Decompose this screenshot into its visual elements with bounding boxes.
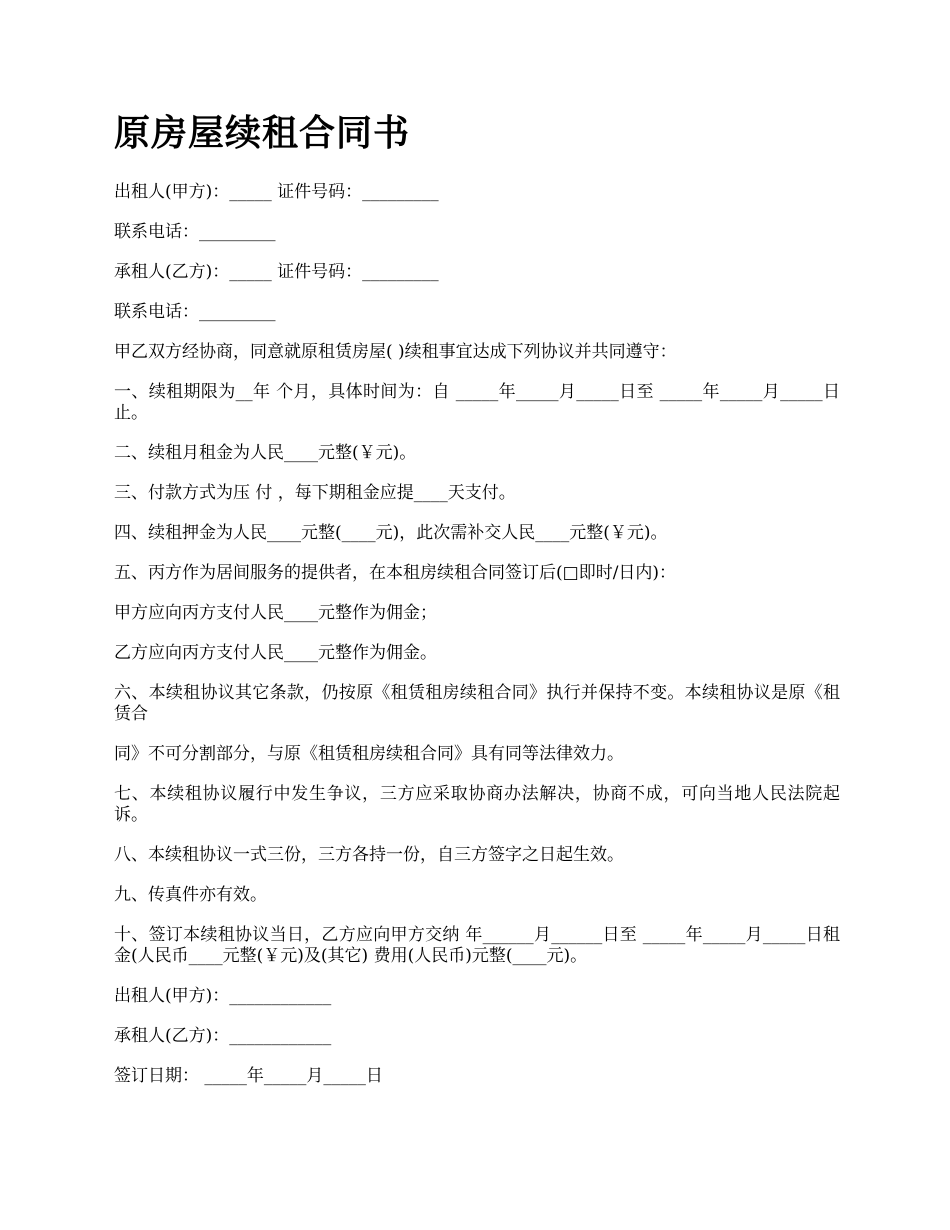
clause-6-other-terms: 六、本续租协议其它条款，仍按原《租赁租房续租合同》执行并保持不变。本续租协议是原《租赁合 [114, 683, 840, 724]
document-title: 原房屋续租合同书 [114, 112, 411, 154]
signing-date-line: 签订日期： _____年_____月_____日 [114, 1066, 383, 1086]
clause-6-continuation: 同》不可分割部分，与原《租赁租房续租合同》具有同等法律效力。 [114, 744, 624, 764]
clause-5-agent: 五、丙方作为居间服务的提供者，在本租房续租合同签订后(□即时/日内)： [114, 563, 677, 583]
clause-10-payment-on-signing: 十、签订本续租协议当日，乙方应向甲方交纳 年______月______日至 _____年_____月_____日租金(人民币____元整(￥元)及(其它) 费用(人民币)元整(____元)。 [114, 925, 840, 966]
clause-7-dispute: 七、本续租协议履行中发生争议，三方应采取协商办法解决，协商不成，可向当地人民法院起诉。 [114, 784, 840, 825]
lessee-phone-line: 联系电话：_________ [114, 302, 276, 322]
clause-9-fax: 九、传真件亦有效。 [114, 885, 267, 905]
lessee-line: 承租人(乙方)：_____ 证件号码：_________ [114, 262, 439, 282]
lessee-signature-line: 承租人(乙方)：____________ [114, 1026, 332, 1046]
clause-1-term: 一、续租期限为__年 个月，具体时间为：自 _____年_____月_____日至 _____年_____月_____日止。 [114, 382, 840, 423]
clause-4-deposit: 四、续租押金为人民____元整(____元)，此次需补交人民____元整(￥元)。 [114, 523, 668, 543]
clause-3-payment: 三、付款方式为压 付 ，每下期租金应提____天支付。 [114, 483, 516, 503]
clause-5-party-b-commission: 乙方应向丙方支付人民____元整作为佣金。 [114, 643, 437, 663]
clause-8-copies: 八、本续租协议一式三份，三方各持一份，自三方签字之日起生效。 [114, 845, 624, 865]
clause-2-rent: 二、续租月租金为人民____元整(￥元)。 [114, 443, 417, 463]
lessor-signature-line: 出租人(甲方)：____________ [114, 986, 332, 1006]
lessor-phone-line: 联系电话：_________ [114, 222, 276, 242]
clause-5-party-a-commission: 甲方应向丙方支付人民____元整作为佣金； [114, 603, 437, 623]
agreement-intro: 甲乙双方经协商，同意就原租赁房屋( )续租事宜达成下列协议并共同遵守： [114, 342, 677, 362]
lessor-line: 出租人(甲方)：_____ 证件号码：_________ [114, 182, 439, 202]
